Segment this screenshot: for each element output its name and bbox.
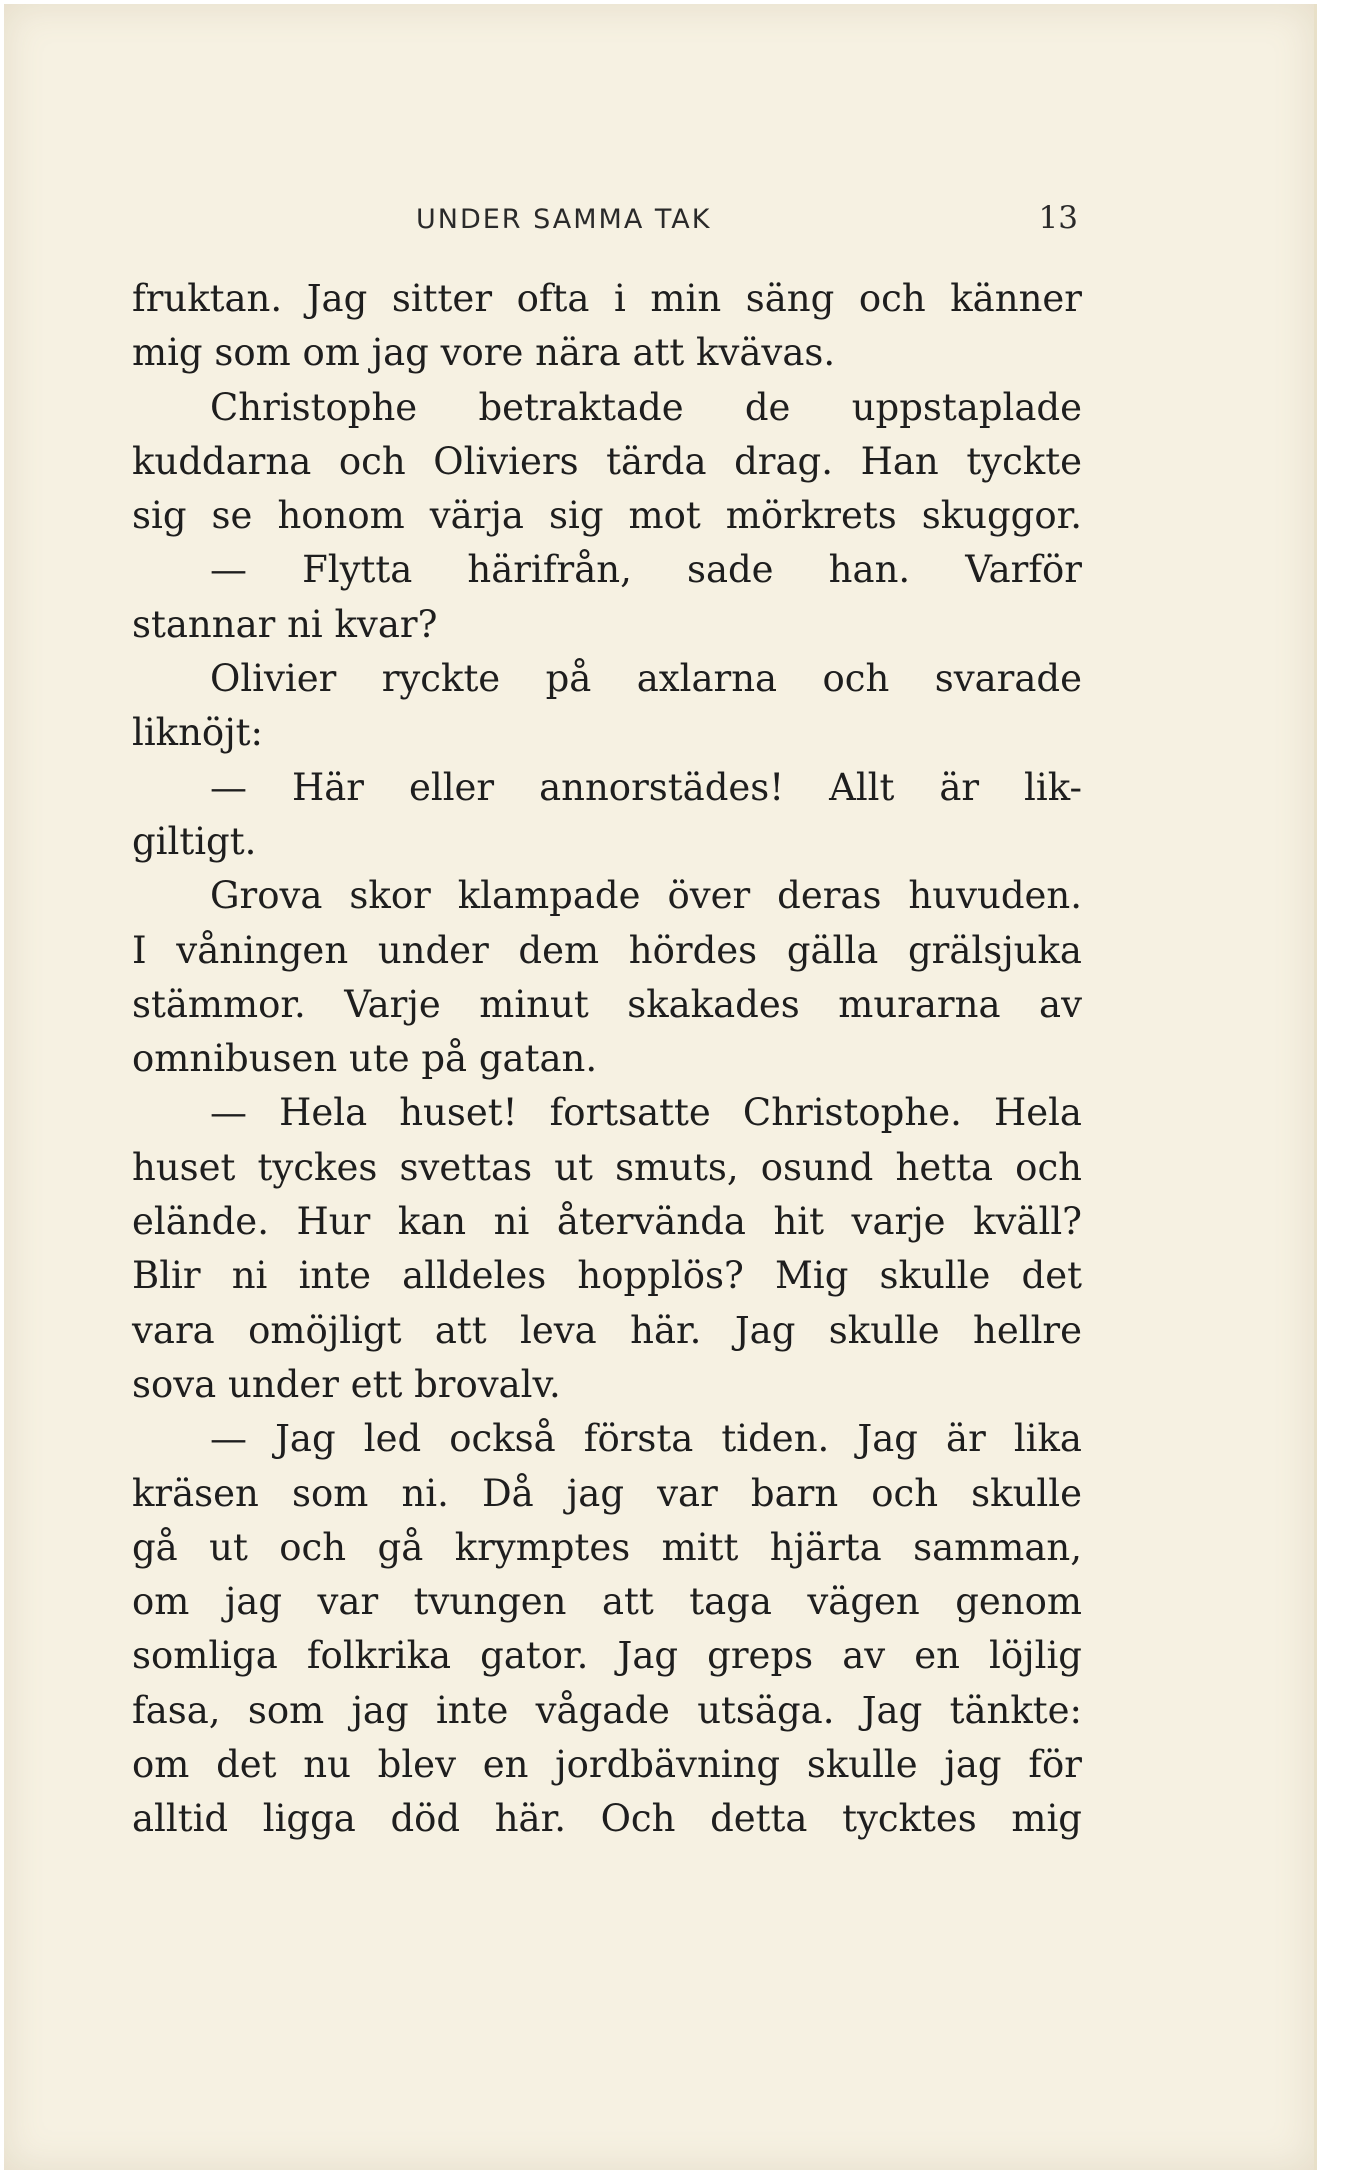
text-line: — Flytta härifrån, sade han. Varför	[210, 548, 1082, 592]
text-line: — Jag led också första tiden. Jag är lika	[210, 1417, 1082, 1461]
text-line: vara omöjligt att leva här. Jag skulle hellre	[132, 1308, 1082, 1352]
text-line: alltid ligga död här. Och detta tycktes mig	[132, 1797, 1082, 1841]
text-line: fasa, som jag inte vågade utsäga. Jag tänkte:	[132, 1688, 1082, 1732]
text-line: huset tyckes svettas ut smuts, osund hetta och	[132, 1145, 1082, 1189]
text-line: om det nu blev en jordbävning skulle jag för	[132, 1743, 1082, 1787]
text-line: sova under ett brovalv.	[132, 1362, 561, 1406]
body-text	[132, 272, 1082, 1847]
text-line: giltigt.	[132, 819, 257, 863]
text-line: — Här eller annorstädes! Allt är lik-	[210, 765, 1082, 809]
text-line: Blir ni inte alldeles hopplös? Mig skulle det	[132, 1254, 1082, 1298]
text-line: stämmor. Varje minut skakades murarna av	[132, 982, 1082, 1026]
text-line: somliga folkrika gator. Jag greps av en löjlig	[132, 1634, 1082, 1678]
text-line: omnibusen ute på gatan.	[132, 1037, 598, 1081]
text-line: sig se honom värja sig mot mörkrets skuggor.	[132, 494, 1082, 538]
text-line: — Hela huset! fortsatte Christophe. Hela	[210, 1091, 1082, 1135]
running-head: UNDER SAMMA TAK	[416, 204, 712, 235]
text-line: kräsen som ni. Då jag var barn och skulle	[132, 1471, 1082, 1515]
page-number: 13	[1038, 200, 1078, 236]
text-line: mig som om jag vore nära att kvävas.	[132, 331, 836, 375]
text-line: Grova skor klampade över deras huvuden.	[210, 874, 1082, 918]
text-line: gå ut och gå krymptes mitt hjärta samman,	[132, 1525, 1082, 1569]
text-line: Christophe betraktade de uppstaplade	[210, 385, 1082, 429]
text-line: stannar ni kvar?	[132, 602, 438, 646]
page-header	[138, 200, 1078, 244]
text-line: om jag var tvungen att taga vägen genom	[132, 1580, 1082, 1624]
book-page	[4, 4, 1317, 2170]
text-line: liknöjt:	[132, 711, 263, 755]
text-line: elände. Hur kan ni återvända hit varje kväll?	[132, 1200, 1082, 1244]
text-line: fruktan. Jag sitter ofta i min säng och känner	[132, 277, 1082, 320]
text-line: Olivier ryckte på axlarna och svarade	[210, 657, 1082, 701]
text-line: I våningen under dem hördes gälla grälsjuka	[132, 928, 1082, 972]
text-line: kuddarna och Oliviers tärda drag. Han tyckte	[132, 439, 1082, 483]
